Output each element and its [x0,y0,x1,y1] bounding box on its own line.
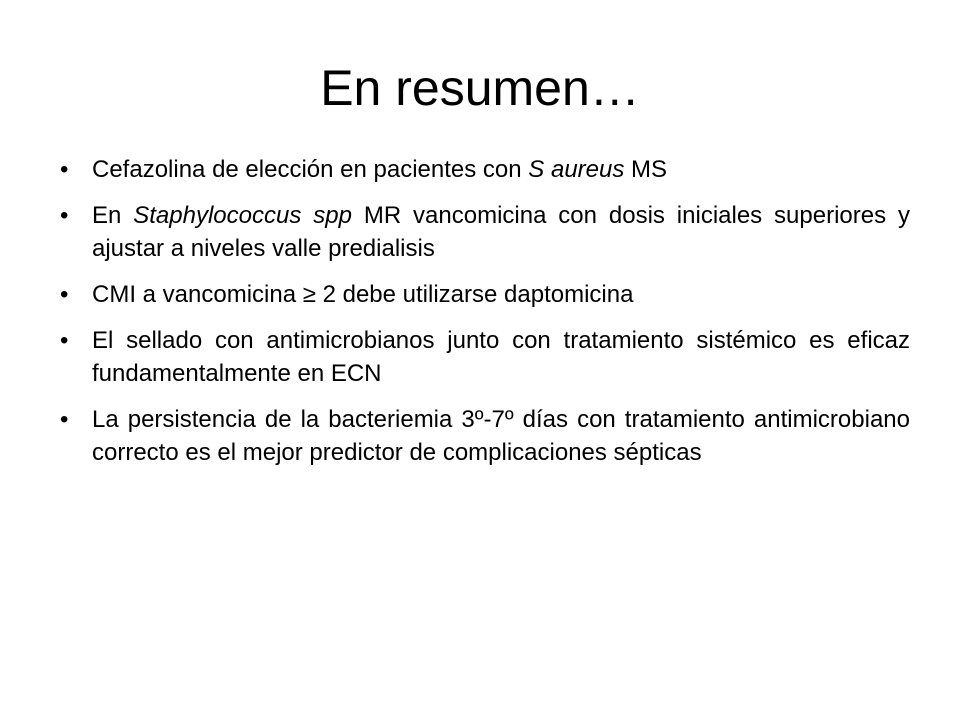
slide-title: En resumen… [320,60,640,116]
bullet-item [58,324,910,390]
bullet-text [92,156,667,183]
bullet-marker: • [60,202,69,229]
text-segment: Cefazolina de elección en pacientes con [92,156,529,183]
text-segment: En [92,202,134,229]
bullet-text [92,327,910,387]
bullet-item [58,403,910,469]
italic-term: Staphylococcus spp [133,202,352,229]
bullet-marker: • [60,406,69,433]
text-segment: El sellado con antimicrobianos junto con tratamiento sistémico es eficaz fundamentalmente en ECN [92,327,910,387]
bullet-text [92,406,910,466]
text-segment: MR vancomicina con dosis iniciales superiores y ajustar a niveles valle predialisis [92,202,910,262]
bullet-item [58,278,910,311]
text-segment: La persistencia de la bacteriemia 3º-7º días con tratamiento antimicrobiano correcto es el mejor predictor de complicaciones sépticas [92,406,910,466]
italic-term: S aureus [528,156,625,183]
bullet-marker: • [60,156,69,183]
bullet-text [92,281,633,308]
bullet-marker: • [60,327,69,354]
bullet-marker: • [60,281,69,308]
bullet-item [58,153,910,186]
text-segment: MS [624,156,668,183]
text-segment: CMI a vancomicina ≥ 2 debe utilizarse daptomicina [92,281,634,308]
bullet-list [58,153,910,482]
bullet-text [92,202,910,262]
bullet-item [58,199,910,265]
